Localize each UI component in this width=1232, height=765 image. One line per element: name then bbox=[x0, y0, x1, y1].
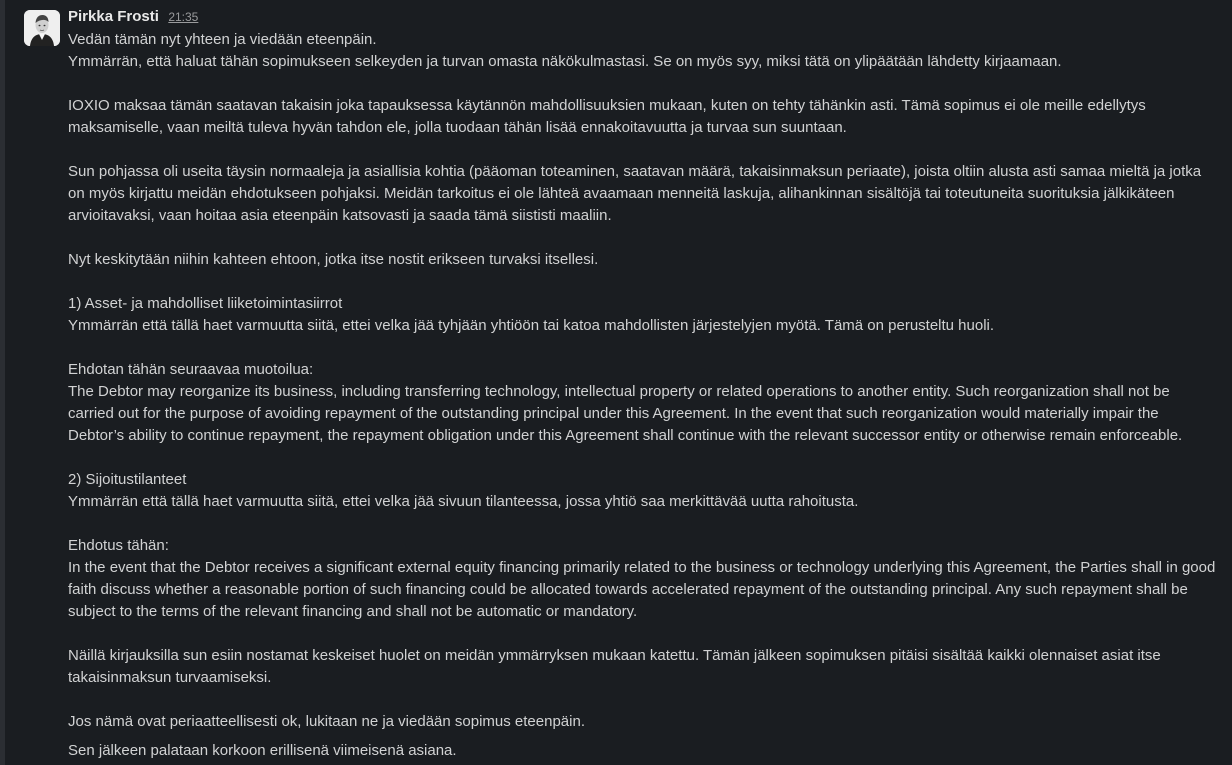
message-paragraph: The Debtor may reorganize its business, including transferring technology, intellectual property or related operations to another entity. Such reorganization shall not be carried out for the purpose of avoiding repayment of the outstanding principal under this Agreement. In the event that such reorganization would materially impair the Debtor’s ability to continue repayment, the repayment obligation under this Agreement shall continue with the relevant successor entity or otherwise remain enforceable. bbox=[68, 383, 1183, 444]
paragraph-gap bbox=[68, 73, 1218, 95]
message-paragraph: Ymmärrän että tällä haet varmuutta siitä, ettei velka jää sivuun tilanteessa, jossa yhtiö saa merkittävää uutta rahoitusta. bbox=[68, 493, 859, 510]
message-paragraph: Ymmärrän että tällä haet varmuutta siitä, ettei velka jää tyhjään yhtiöön tai katoa mahdollisten järjestelyjen myötä. Tämä on perusteltu huoli. bbox=[68, 317, 995, 334]
message-paragraph: IOXIO maksaa tämän saatavan takaisin joka tapauksessa käytännön mahdollisuuksien mukaan, kuten on tehty tähänkin asti. Tämä sopimus ei ole meille edellytys maksamiselle, vaan meiltä tuleva hyvän tahdon ele, jolla tuodaan tähän lisää ennakoitavuutta ja turvaa sun suuntaan. bbox=[68, 97, 1146, 136]
message-paragraph: Nyt keskitytään niihin kahteen ehtoon, jotka itse nostit erikseen turvaksi itsellesi. bbox=[68, 251, 599, 268]
paragraph-gap bbox=[68, 271, 1218, 293]
followup-message: Sen jälkeen palataan korkoon erillisenä viimeisenä asiana. bbox=[68, 742, 457, 759]
paragraph-gap bbox=[68, 623, 1218, 645]
avatar[interactable] bbox=[24, 10, 60, 46]
message-paragraph: Sun pohjassa oli useita täysin normaaleja ja asiallisia kohtia (pääoman toteaminen, saatavan määrä, takaisinmaksun periaate), joista oltiin alusta asti samaa mieltä ja jotka on myös kirjattu meidän ehdotukseen pohjaksi. Meidän tarkoitus ei ole lähteä avaamaan menneitä laskuja, alihankinnan sisältöjä tai toteutuneita suorituksia jälkikäteen arvioitavaksi, vaan hoitaa asia eteenpäin katsovasti ja saada tämä siististi maaliin. bbox=[68, 163, 1202, 224]
message-paragraph: Ehdotus tähän: bbox=[68, 537, 169, 554]
message-paragraph: Vedän tämän nyt yhteen ja viedään eteenpäin. bbox=[68, 31, 377, 48]
paragraph-gap bbox=[68, 337, 1218, 359]
paragraph-gap bbox=[68, 227, 1218, 249]
message-paragraph: Jos nämä ovat periaatteellisesti ok, lukitaan ne ja viedään sopimus eteenpäin. bbox=[68, 713, 585, 730]
paragraph-gap bbox=[68, 447, 1218, 469]
message-body bbox=[68, 29, 1218, 733]
paragraph-gap bbox=[68, 513, 1218, 535]
message-paragraph: Ehdotan tähän seuraavaa muotoilua: bbox=[68, 361, 314, 378]
message-header bbox=[68, 8, 198, 28]
message-paragraph: 2) Sijoitustilanteet bbox=[68, 471, 187, 488]
paragraph-gap bbox=[68, 139, 1218, 161]
message-paragraph: 1) Asset- ja mahdolliset liiketoimintasiirrot bbox=[68, 295, 343, 312]
message-timestamp[interactable]: 21:35 bbox=[168, 10, 199, 24]
message-paragraph: Näillä kirjauksilla sun esiin nostamat keskeiset huolet on meidän ymmärryksen mukaan katettu. Tämän jälkeen sopimuksen pitäisi sisältää kaikki olennaiset asiat itse takaisinmaksun turvaamiseksi. bbox=[68, 647, 1161, 686]
message-paragraph: In the event that the Debtor receives a significant external equity financing primarily related to the business or technology underlying this Agreement, the Parties shall in good faith discuss whether a reasonable portion of such financing could be allocated towards accelerated repayment of the outstanding principal. Any such repayment shall be subject to the terms of the relevant financing and shall not be automatic or mandatory. bbox=[68, 559, 1216, 620]
avatar-portrait-icon bbox=[24, 10, 60, 46]
message-paragraph: Ymmärrän, että haluat tähän sopimukseen selkeyden ja turvan omasta näkökulmastasi. Se on myös syy, miksi tätä on ylipäätään lähdetty kirjaamaan. bbox=[68, 53, 1062, 70]
author-name[interactable]: Pirkka Frosti bbox=[68, 8, 159, 25]
paragraph-gap bbox=[68, 689, 1218, 711]
